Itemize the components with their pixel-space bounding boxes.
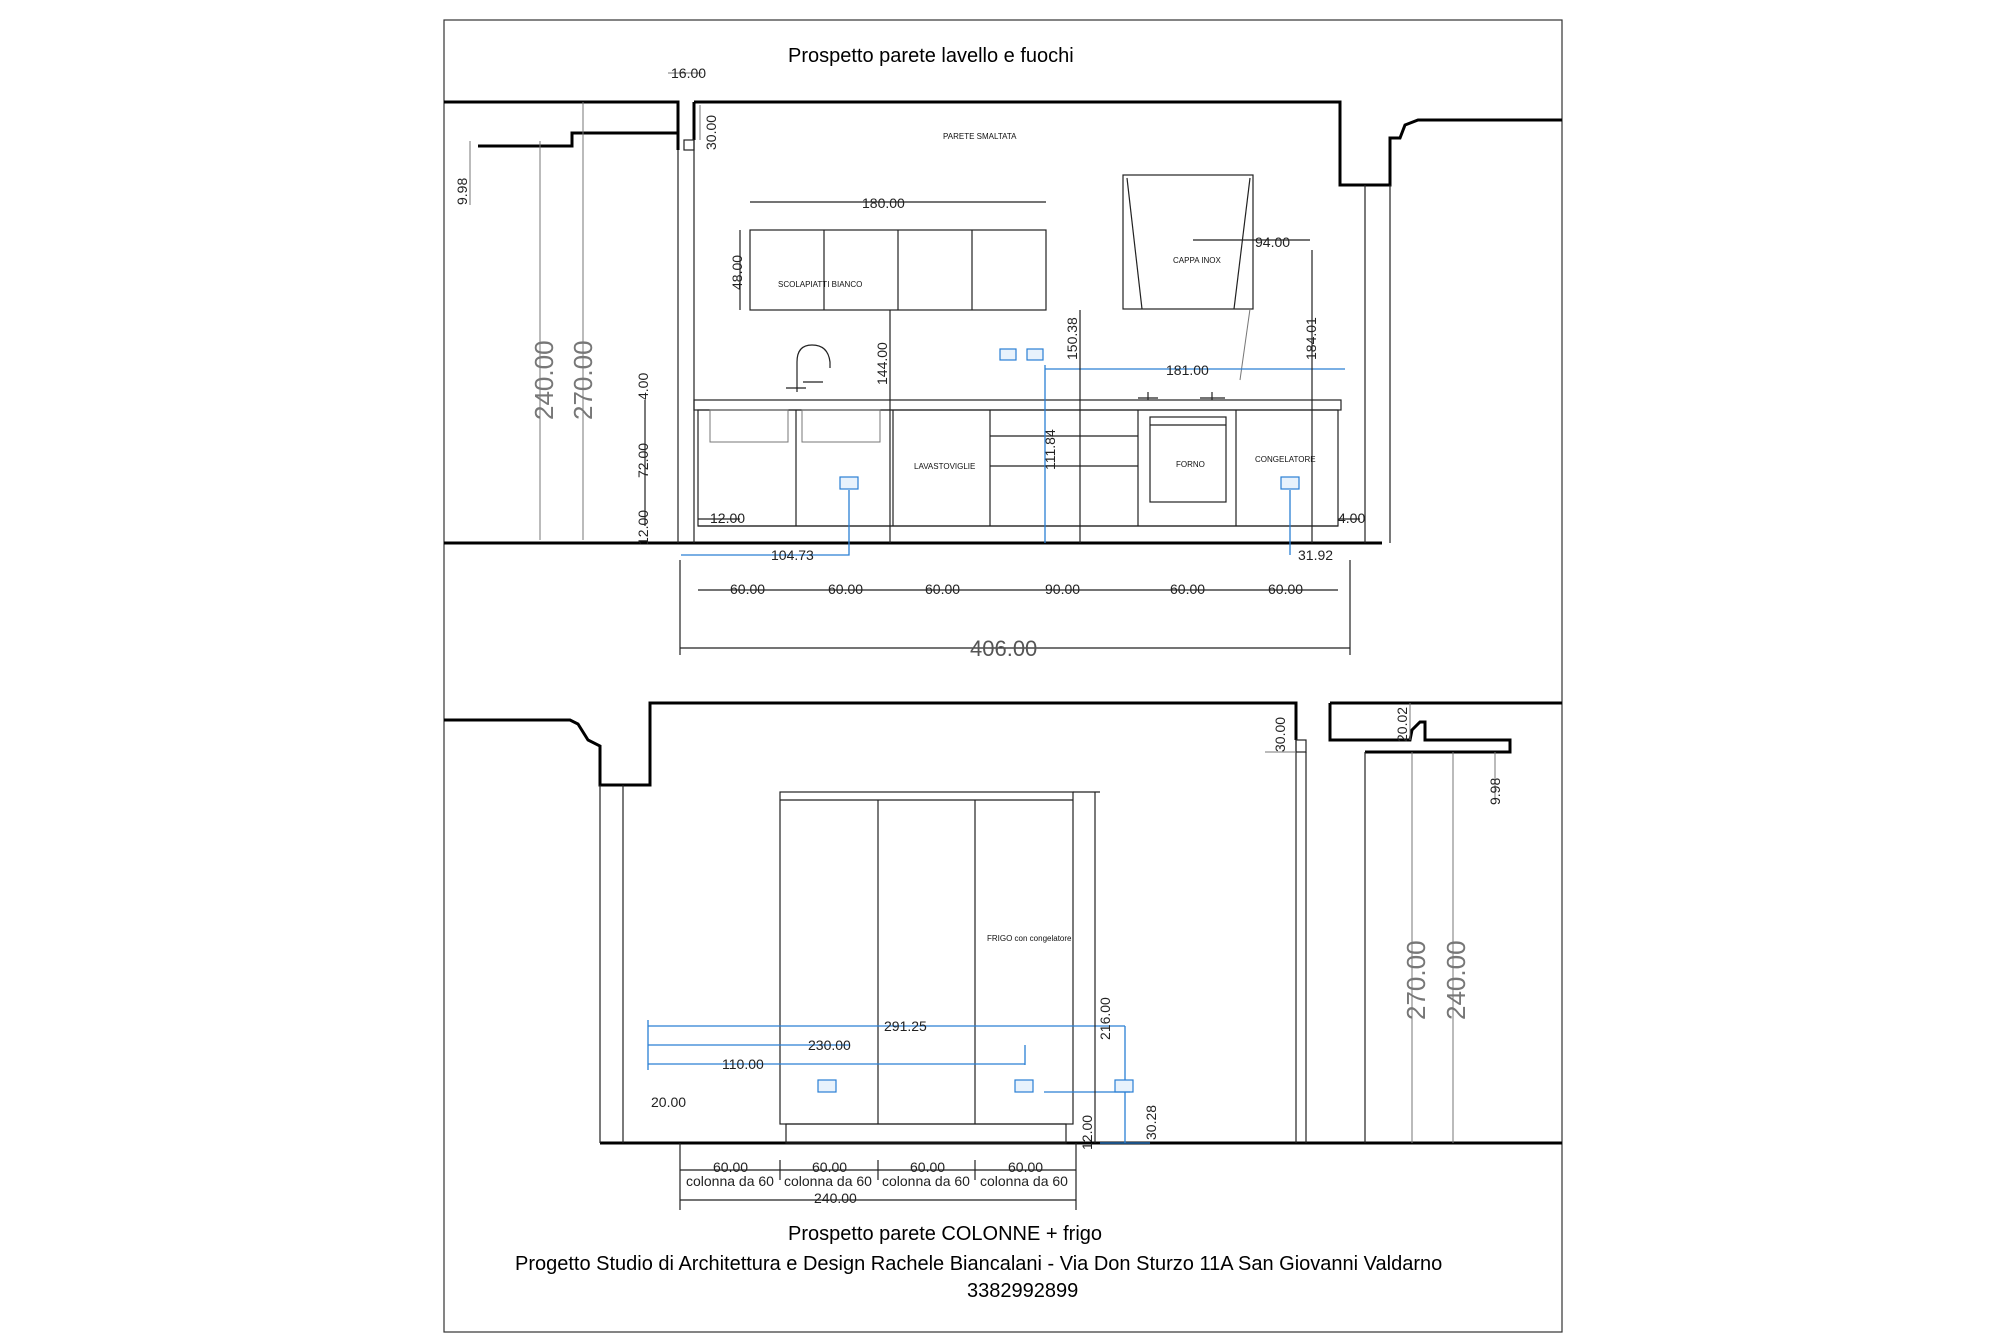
dim-12-plinth: 12.00 (710, 510, 746, 526)
dim-12-vert: 12.00 (635, 509, 651, 545)
dim-3028: 30.28 (1143, 1104, 1159, 1140)
dim-2002: 20.02 (1394, 706, 1410, 742)
dim-48: 48.00 (729, 254, 745, 290)
dim-998: 9.98 (454, 177, 470, 205)
sheet-border (444, 20, 1562, 1332)
outlet-icon (818, 1080, 836, 1092)
dim-base-1: 60.00 (730, 581, 766, 597)
hood-label: CAPPA INOX (1173, 256, 1221, 265)
dim-31: 31.92 (1298, 547, 1334, 563)
dim-150: 150.38 (1064, 317, 1080, 360)
dim-total-240: 240.00 (814, 1190, 857, 1206)
oven-label: FORNO (1176, 460, 1205, 469)
dishwasher-label: LAVASTOVIGLIE (914, 462, 976, 471)
column-label-3: colonna da 60 (882, 1173, 970, 1189)
dim-col-4: 60.00 (1008, 1159, 1044, 1175)
dim-base-4: 90.00 (1045, 581, 1081, 597)
dim-240: 240.00 (529, 340, 559, 420)
dim-111: 111.84 (1042, 429, 1058, 470)
dim-184: 184.01 (1303, 317, 1319, 360)
dim-240-bottom: 240.00 (1441, 940, 1471, 1020)
fridge-label: FRIGO con congelatore (987, 934, 1072, 943)
bottom-title: Prospetto parete COLONNE + frigo (788, 1223, 1103, 1245)
dim-30-bottom: 30.00 (1272, 716, 1288, 752)
outlet-icon (1115, 1080, 1133, 1092)
dim-270: 270.00 (568, 340, 598, 420)
dim-total-406: 406.00 (970, 636, 1038, 661)
dim-230: 230.00 (808, 1037, 851, 1053)
dim-180: 180.00 (862, 195, 905, 211)
dim-col-1: 60.00 (713, 1159, 749, 1175)
outlet-icon (1027, 349, 1043, 360)
dim-181: 181.00 (1166, 362, 1209, 378)
dim-col-3: 60.00 (910, 1159, 946, 1175)
dim-144: 144.00 (874, 342, 890, 385)
studio-credit: Progetto Studio di Architettura e Design Rachele Biancalani - Via Don Sturzo 11A San Giovanni Valdarno (515, 1253, 1443, 1275)
column-label-1: colonna da 60 (686, 1173, 774, 1189)
dim-col-2: 60.00 (812, 1159, 848, 1175)
dim-104: 104.73 (771, 547, 814, 563)
column-label-2: colonna da 60 (784, 1173, 872, 1189)
column-label-4: colonna da 60 (980, 1173, 1068, 1189)
dim-16: 16.00 (671, 65, 707, 81)
dim-216: 216.00 (1097, 997, 1113, 1040)
outlet-icon (1015, 1080, 1033, 1092)
dim-base-3: 60.00 (925, 581, 961, 597)
dim-94: 94.00 (1255, 234, 1291, 250)
dim-110: 110.00 (722, 1056, 764, 1072)
dim-72: 72.00 (635, 442, 651, 478)
dim-12-bottom: 12.00 (1079, 1114, 1095, 1150)
dim-30: 30.00 (703, 114, 719, 150)
dim-20: 20.00 (651, 1094, 687, 1110)
dim-base-5: 60.00 (1170, 581, 1206, 597)
dim-base-2: 60.00 (828, 581, 864, 597)
dim-base-6: 60.00 (1268, 581, 1304, 597)
outlet-icon (1281, 477, 1299, 489)
studio-phone: 3382992899 (967, 1280, 1079, 1302)
outlet-icon (1000, 349, 1016, 360)
top-title: Prospetto parete lavello e fuochi (788, 45, 1074, 67)
dim-998-bottom: 9.98 (1487, 777, 1503, 805)
wall-finish-label: PARETE SMALTATA (943, 132, 1017, 141)
dim-4-right: 4.00 (1338, 510, 1366, 526)
dim-291: 291.25 (884, 1018, 927, 1034)
dim-270-bottom: 270.00 (1401, 940, 1431, 1020)
outlet-icon (840, 477, 858, 489)
dish-rack-label: SCOLAPIATTI BIANCO (778, 280, 863, 289)
freezer-label: CONGELATORE (1255, 455, 1316, 464)
dim-4-left: 4.00 (635, 372, 651, 400)
